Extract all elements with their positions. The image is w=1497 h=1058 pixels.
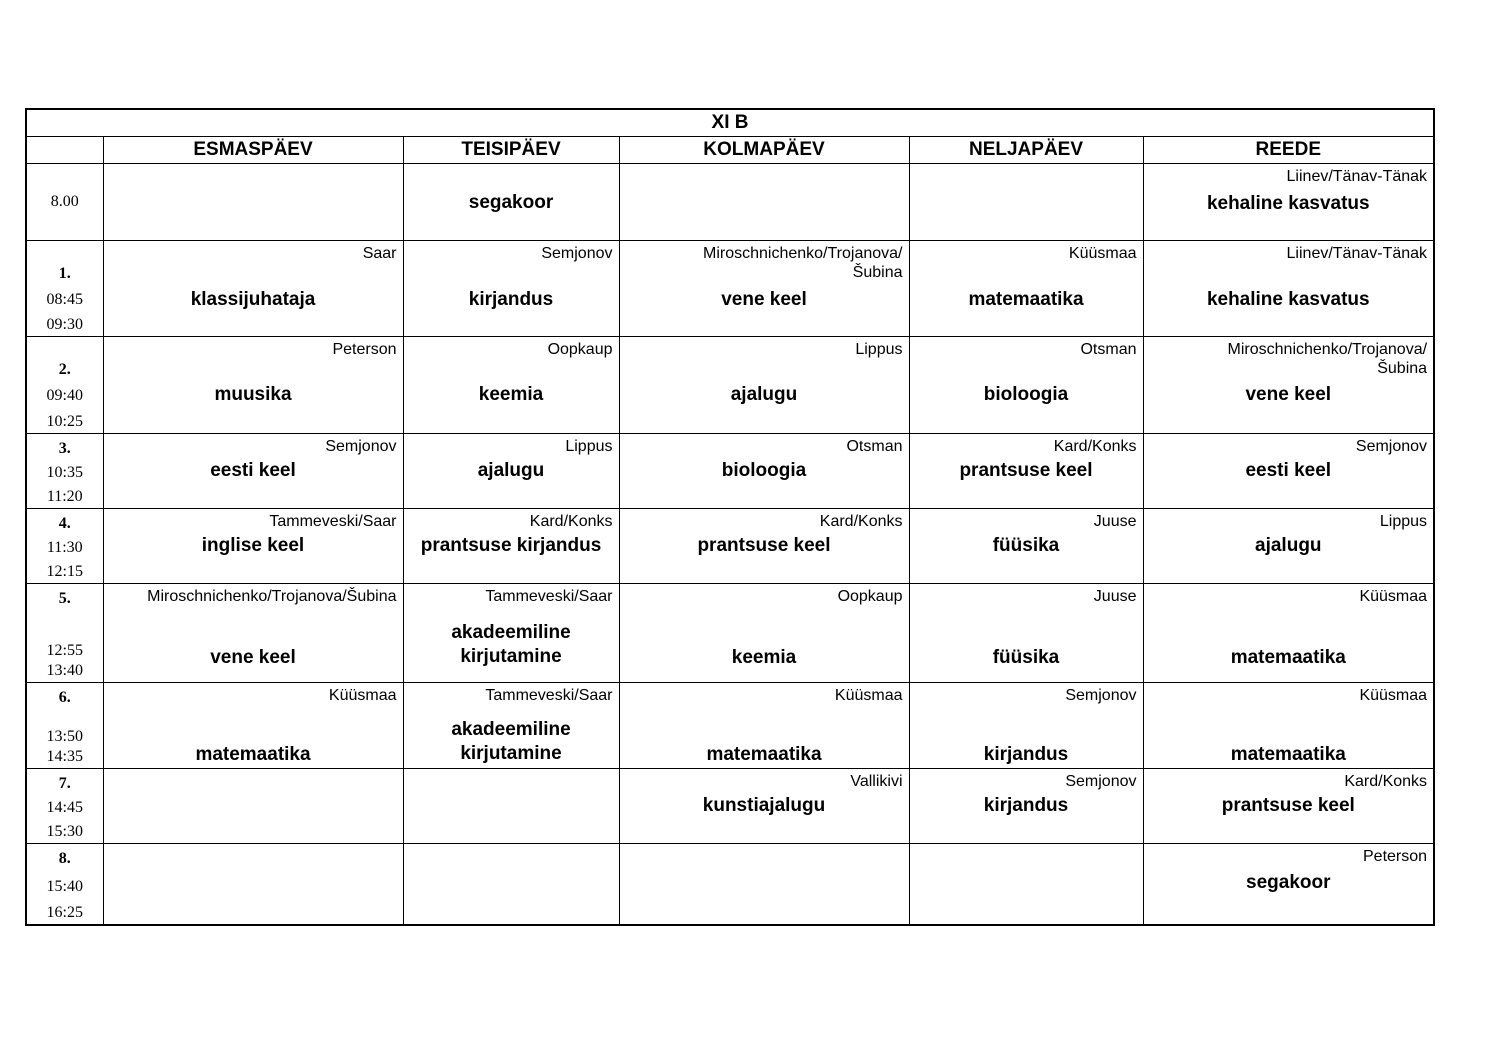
lesson-number: 3.: [58, 440, 71, 457]
teacher-name: Semjonov: [1065, 773, 1137, 790]
subject-name: matemaatika: [195, 744, 311, 765]
lesson-time-cell: [26, 844, 103, 926]
lesson-end-time: 13:40: [46, 662, 83, 679]
subject-name: eesti keel: [1245, 460, 1332, 481]
lesson-time-cell: [26, 337, 103, 434]
subject-name: füüsika: [992, 647, 1060, 668]
lesson-cell: [619, 434, 909, 509]
lesson-cell: [103, 683, 403, 769]
lesson-cell: [619, 509, 909, 584]
teacher-name: Miroschnichenko/Trojanova/ Šubina: [1227, 341, 1428, 377]
teacher-name: Saar: [362, 245, 397, 262]
teacher-name: Kard/Konks: [1344, 773, 1428, 790]
teacher-name: Kard/Konks: [1053, 438, 1137, 455]
lesson-row: [26, 844, 1434, 926]
lesson-cell: [619, 844, 909, 926]
subject-name: matemaatika: [706, 744, 822, 765]
subject-name: eesti keel: [210, 460, 296, 481]
lesson-row: [26, 337, 1434, 434]
teacher-name: Lippus: [855, 341, 903, 358]
teacher-name: Küüsmaa: [1068, 245, 1137, 262]
lesson-time-cell: [26, 769, 103, 844]
lesson-start-time: 14:45: [46, 799, 83, 816]
lesson-start-time: 13:50: [46, 728, 83, 745]
lesson-cell: [103, 509, 403, 584]
lesson-number: 5.: [58, 590, 71, 607]
teacher-name: Juuse: [1093, 513, 1137, 530]
lesson-cell: [909, 683, 1143, 769]
lesson-cell: [403, 164, 619, 241]
lesson-row: [26, 769, 1434, 844]
teacher-name: Lippus: [565, 438, 613, 455]
teacher-name: Semjonov: [1355, 438, 1428, 455]
subject-name: bioloogia: [721, 460, 807, 481]
lesson-end-time: 12:15: [46, 563, 83, 580]
lesson-end-time: 15:30: [46, 823, 83, 840]
lesson-end-time: 10:25: [46, 413, 83, 430]
subject-name: prantsuse keel: [1221, 795, 1355, 816]
lesson-cell: [909, 337, 1143, 434]
lesson-row: [26, 584, 1434, 683]
subject-name: segakoor: [468, 192, 554, 213]
day-header-row: [26, 137, 1434, 164]
day-header: ESMASPÄEV: [103, 137, 403, 164]
teacher-name: Juuse: [1093, 588, 1137, 605]
lesson-cell: [1143, 584, 1434, 683]
day-header: TEISIPÄEV: [403, 137, 619, 164]
subject-name: kunstiajalugu: [702, 795, 826, 816]
subject-name: vene keel: [721, 289, 807, 310]
teacher-name: Tammeveski/Saar: [269, 513, 397, 530]
lesson-number: 7.: [58, 775, 71, 792]
teacher-name: Otsman: [846, 438, 903, 455]
teacher-name: Otsman: [1080, 341, 1137, 358]
lesson-end-time: 16:25: [46, 904, 83, 921]
lesson-start-time: 15:40: [46, 878, 83, 895]
lesson-end-time: 14:35: [46, 748, 83, 765]
lesson-cell: [619, 164, 909, 241]
subject-name: kehaline kasvatus: [1206, 193, 1370, 214]
subject-name: keemia: [731, 647, 797, 668]
subject-name: segakoor: [1246, 872, 1331, 893]
subject-name: prantsuse keel: [959, 460, 1093, 481]
lesson-cell: [1143, 337, 1434, 434]
lesson-start-time: 09:40: [46, 387, 83, 404]
lesson-cell: [1143, 164, 1434, 241]
teacher-name: Küüsmaa: [1359, 687, 1428, 704]
subject-name: prantsuse keel: [697, 535, 831, 556]
teacher-name: Tammeveski/Saar: [485, 588, 613, 605]
subject-name: ajalugu: [730, 384, 798, 405]
subject-name: akadeemiline kirjutamine: [451, 622, 571, 667]
lesson-number: 8.00: [50, 193, 79, 210]
lesson-number: 6.: [58, 689, 71, 706]
lesson-cell: [909, 769, 1143, 844]
day-header: REEDE: [1143, 137, 1434, 164]
lesson-cell: [403, 241, 619, 337]
teacher-name: Peterson: [1363, 848, 1428, 865]
lesson-time-cell: [26, 434, 103, 509]
lesson-number: 2.: [58, 361, 71, 378]
subject-name: vene keel: [1245, 384, 1332, 405]
subject-name: muusika: [214, 384, 292, 405]
lesson-cell: [1143, 434, 1434, 509]
teacher-name: Liinev/Tänav-Tänak: [1286, 245, 1428, 262]
lesson-cell: [619, 769, 909, 844]
lesson-cell: [909, 241, 1143, 337]
lesson-cell: [619, 683, 909, 769]
teacher-name: Tammeveski/Saar: [485, 687, 613, 704]
teacher-name: Lippus: [1379, 513, 1428, 530]
teacher-name: Kard/Konks: [819, 513, 903, 530]
subject-name: füüsika: [992, 535, 1060, 556]
lesson-row: [26, 241, 1434, 337]
lesson-cell: [619, 241, 909, 337]
lesson-time-cell: [26, 241, 103, 337]
lesson-cell: [103, 241, 403, 337]
subject-name: kirjandus: [983, 744, 1069, 765]
lesson-cell: [909, 434, 1143, 509]
teacher-name: Peterson: [332, 341, 397, 358]
subject-name: matemaatika: [1230, 647, 1346, 668]
teacher-name: Oopkaup: [547, 341, 613, 358]
subject-name: kirjandus: [983, 795, 1069, 816]
lesson-cell: [909, 844, 1143, 926]
lesson-cell: [103, 844, 403, 926]
lesson-cell: [1143, 241, 1434, 337]
lesson-cell: [909, 584, 1143, 683]
lesson-cell: [403, 844, 619, 926]
teacher-name: Miroschnichenko/Trojanova/Šubina: [147, 588, 397, 605]
subject-name: ajalugu: [477, 460, 545, 481]
lesson-time-cell: [26, 584, 103, 683]
teacher-name: Miroschnichenko/Trojanova/ Šubina: [703, 245, 903, 281]
lesson-row: [26, 683, 1434, 769]
teacher-name: Semjonov: [541, 245, 613, 262]
day-header: NELJAPÄEV: [909, 137, 1143, 164]
teacher-name: Kard/Konks: [529, 513, 613, 530]
lesson-cell: [1143, 683, 1434, 769]
corner-cell: [26, 137, 103, 164]
lesson-cell: [403, 337, 619, 434]
subject-name: keemia: [478, 384, 544, 405]
lesson-cell: [103, 769, 403, 844]
lesson-start-time: 12:55: [46, 642, 83, 659]
lesson-cell: [103, 584, 403, 683]
class-title: XI B: [26, 109, 1434, 137]
lesson-cell: [619, 584, 909, 683]
subject-name: prantsuse kirjandus: [420, 535, 602, 556]
lesson-time-cell: [26, 509, 103, 584]
subject-name: kehaline kasvatus: [1206, 289, 1370, 310]
teacher-name: Küüsmaa: [1359, 588, 1428, 605]
subject-name: bioloogia: [983, 384, 1069, 405]
lesson-time-cell: [26, 164, 103, 241]
day-header: KOLMAPÄEV: [619, 137, 909, 164]
lesson-cell: [1143, 844, 1434, 926]
lesson-cell: [403, 509, 619, 584]
teacher-name: Oopkaup: [837, 588, 903, 605]
teacher-name: Semjonov: [1065, 687, 1137, 704]
lesson-end-time: 09:30: [46, 316, 83, 333]
lesson-start-time: 08:45: [46, 291, 83, 308]
lesson-cell: [403, 584, 619, 683]
lesson-cell: [909, 164, 1143, 241]
subject-name: vene keel: [210, 647, 296, 668]
teacher-name: Küüsmaa: [834, 687, 903, 704]
lesson-cell: [403, 683, 619, 769]
lesson-row: [26, 434, 1434, 509]
lesson-cell: [103, 434, 403, 509]
lesson-end-time: 11:20: [46, 488, 83, 505]
lesson-cell: [619, 337, 909, 434]
lesson-cell: [403, 434, 619, 509]
teacher-name: Liinev/Tänav-Tänak: [1286, 168, 1428, 185]
timetable: [25, 108, 1435, 926]
lesson-start-time: 11:30: [46, 539, 83, 556]
lesson-cell: [1143, 769, 1434, 844]
lesson-cell: [103, 337, 403, 434]
subject-name: akadeemiline kirjutamine: [451, 719, 571, 764]
lesson-cell: [909, 509, 1143, 584]
lesson-cell: [403, 769, 619, 844]
lesson-time-cell: [26, 683, 103, 769]
teacher-name: Vallikivi: [850, 773, 903, 790]
lesson-cell: [103, 164, 403, 241]
subject-name: klassijuhataja: [190, 289, 316, 310]
lesson-number: 8.: [58, 850, 71, 867]
subject-name: ajalugu: [1255, 535, 1322, 556]
lesson-cell: [1143, 509, 1434, 584]
lesson-row: [26, 509, 1434, 584]
subject-name: matemaatika: [968, 289, 1084, 310]
teacher-name: Semjonov: [325, 438, 397, 455]
lesson-number: 4.: [58, 515, 71, 532]
lesson-start-time: 10:35: [46, 464, 83, 481]
lesson-number: 1.: [58, 265, 71, 282]
teacher-name: Küüsmaa: [328, 687, 397, 704]
lesson-row: [26, 164, 1434, 241]
subject-name: inglise keel: [201, 535, 305, 556]
subject-name: matemaatika: [1230, 744, 1346, 765]
subject-name: kirjandus: [468, 289, 554, 310]
